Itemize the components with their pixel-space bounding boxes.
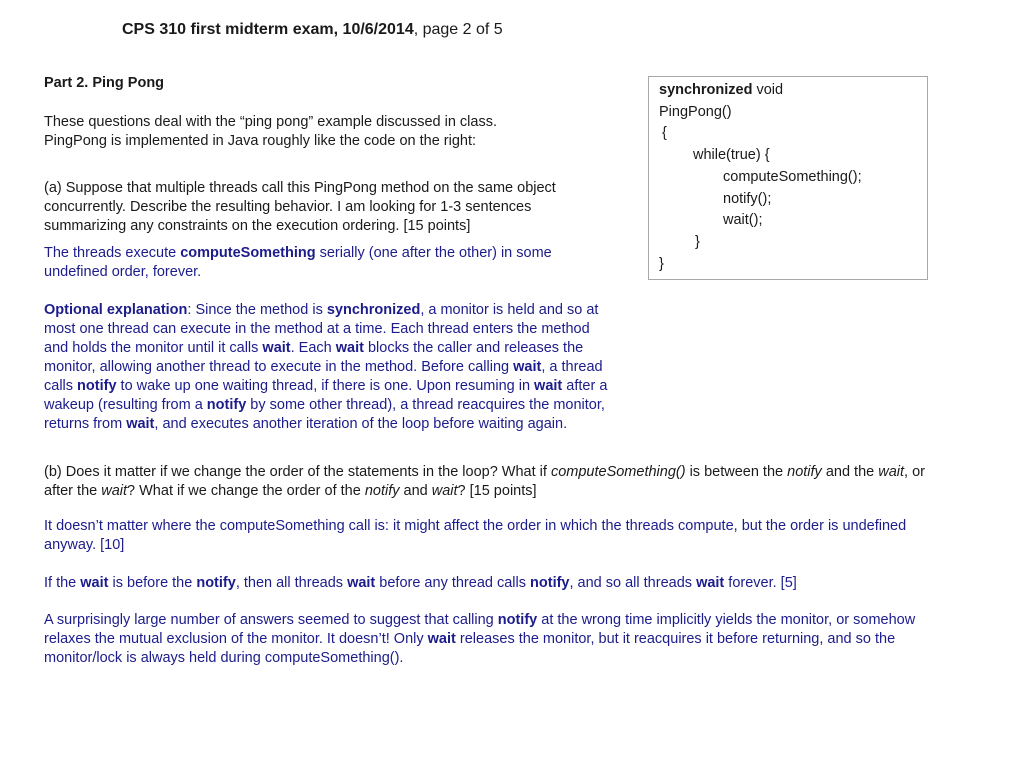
part-intro — [44, 113, 624, 151]
text-run: to wake up one waiting thread, if there is one. Upon resuming in — [116, 378, 535, 394]
keyword: notify — [77, 378, 117, 394]
keyword: wait — [126, 416, 155, 432]
answer-a-explanation — [44, 301, 612, 434]
code-line-4: while(true) { — [693, 147, 770, 164]
intro-line-1: These questions deal with the “ping pong” example discussed in class. — [44, 114, 497, 130]
text-run: ? What if we change the order of the — [127, 483, 365, 499]
keyword: wait — [347, 575, 376, 591]
text-run: is between the — [685, 464, 788, 480]
keyword: wait — [262, 340, 291, 356]
answer-b-p1: It doesn’t matter where the computeSomething call is: it might affect the order in which the threads compute, but the order is undefined anyway. [10] — [44, 518, 907, 553]
text-run: by some other thread), a thread reacquires the monitor, returns from — [44, 397, 605, 432]
answer-b-p3 — [44, 611, 924, 668]
text-run: . Each — [290, 340, 336, 356]
keyword: notify — [206, 397, 247, 413]
text-run: (b) Does it matter if we change the order of the statements in the loop? What if — [44, 464, 551, 480]
keyword: notify — [196, 575, 236, 591]
keyword: wait — [335, 340, 364, 356]
title-rest: , page 2 of 5 — [413, 21, 503, 38]
text-run: A surprisingly large number of answers seemed to suggest that calling — [44, 612, 498, 628]
intro-line-2: PingPong is implemented in Java roughly like the code on the right: — [44, 133, 477, 149]
question-a: (a) Suppose that multiple threads call this PingPong method on the same object concurrently. Describe the resulting behavior. I am looking for 1-3 sentences summarizing any constraints on the execution ordering. [15 points] — [44, 180, 556, 234]
answer-b-p2 — [44, 574, 924, 593]
code-line-7: wait(); — [723, 212, 763, 229]
text-run: : Since the method is — [187, 302, 327, 318]
emphasis: notify — [364, 483, 400, 499]
emphasis: wait — [101, 483, 128, 499]
text-run: is before the — [108, 575, 197, 591]
keyword: synchronized — [326, 302, 421, 318]
keyword: wait — [696, 575, 725, 591]
code-line-2: PingPong() — [659, 103, 732, 120]
text-run: , a thread calls — [44, 359, 603, 394]
text-run: , and executes another iteration of the loop before waiting again. — [154, 416, 568, 432]
text-run: blocks the caller and releases the monitor, allowing another thread to execute in the method. Before calling — [44, 340, 584, 375]
code-box — [648, 76, 928, 280]
emphasis: notify — [787, 464, 822, 480]
text-run: If the — [44, 575, 81, 591]
text-run: at the wrong time implicitly yields the monitor, or somehow relaxes the mutual exclusion of the monitor. It doesn’t! Only — [44, 612, 916, 647]
page-title — [122, 20, 503, 40]
emphasis: wait — [878, 464, 905, 480]
question-b — [44, 463, 929, 501]
code-keyword: synchronized — [659, 82, 753, 98]
text-run: before any thread calls — [375, 575, 531, 591]
text-run: forever. [5] — [724, 575, 797, 591]
part-heading: Part 2. Ping Pong — [44, 75, 165, 91]
code-line-1 — [659, 80, 927, 102]
text-run: ? [15 points] — [457, 483, 537, 499]
emphasis: wait — [431, 483, 458, 499]
answer-a-bold-1: computeSomething — [180, 245, 316, 261]
text-run: and — [399, 483, 432, 499]
keyword: wait — [427, 631, 456, 647]
answer-a-text-2: serially (one after the other) in some undefined order, forever. — [44, 245, 552, 280]
keyword: wait — [80, 575, 109, 591]
text-run: and the — [821, 464, 879, 480]
keyword: Optional explanation — [44, 302, 188, 318]
text-run: , or after the — [44, 464, 925, 499]
keyword: wait — [513, 359, 542, 375]
keyword: notify — [497, 612, 538, 628]
keyword: notify — [530, 575, 570, 591]
code-line-9: } — [659, 255, 664, 272]
code-line-1-rest: void — [752, 82, 784, 98]
code-line-8: } — [695, 233, 700, 250]
text-run: releases the monitor, but it reacquires it before returning, and so the monitor/lock is always held during computeSomething(). — [44, 631, 896, 666]
emphasis: computeSomething() — [550, 464, 686, 480]
title-bold: CPS 310 first midterm exam, 10/6/2014 — [122, 21, 414, 38]
code-line-6: notify(); — [723, 190, 772, 207]
text-run: , then all threads — [235, 575, 348, 591]
text-run: , and so all threads — [569, 575, 697, 591]
answer-a-summary — [44, 244, 604, 282]
keyword: wait — [534, 378, 563, 394]
text-run: , a monitor is held and so at most one thread can execute in the method at a time. Each thread enters the method and holds the monitor until it calls — [44, 302, 599, 356]
code-line-3: { — [662, 125, 667, 142]
text-run: after a wakeup (resulting from a — [44, 378, 608, 413]
answer-a-text-1: The threads execute — [44, 245, 181, 261]
code-line-5: computeSomething(); — [723, 168, 862, 185]
